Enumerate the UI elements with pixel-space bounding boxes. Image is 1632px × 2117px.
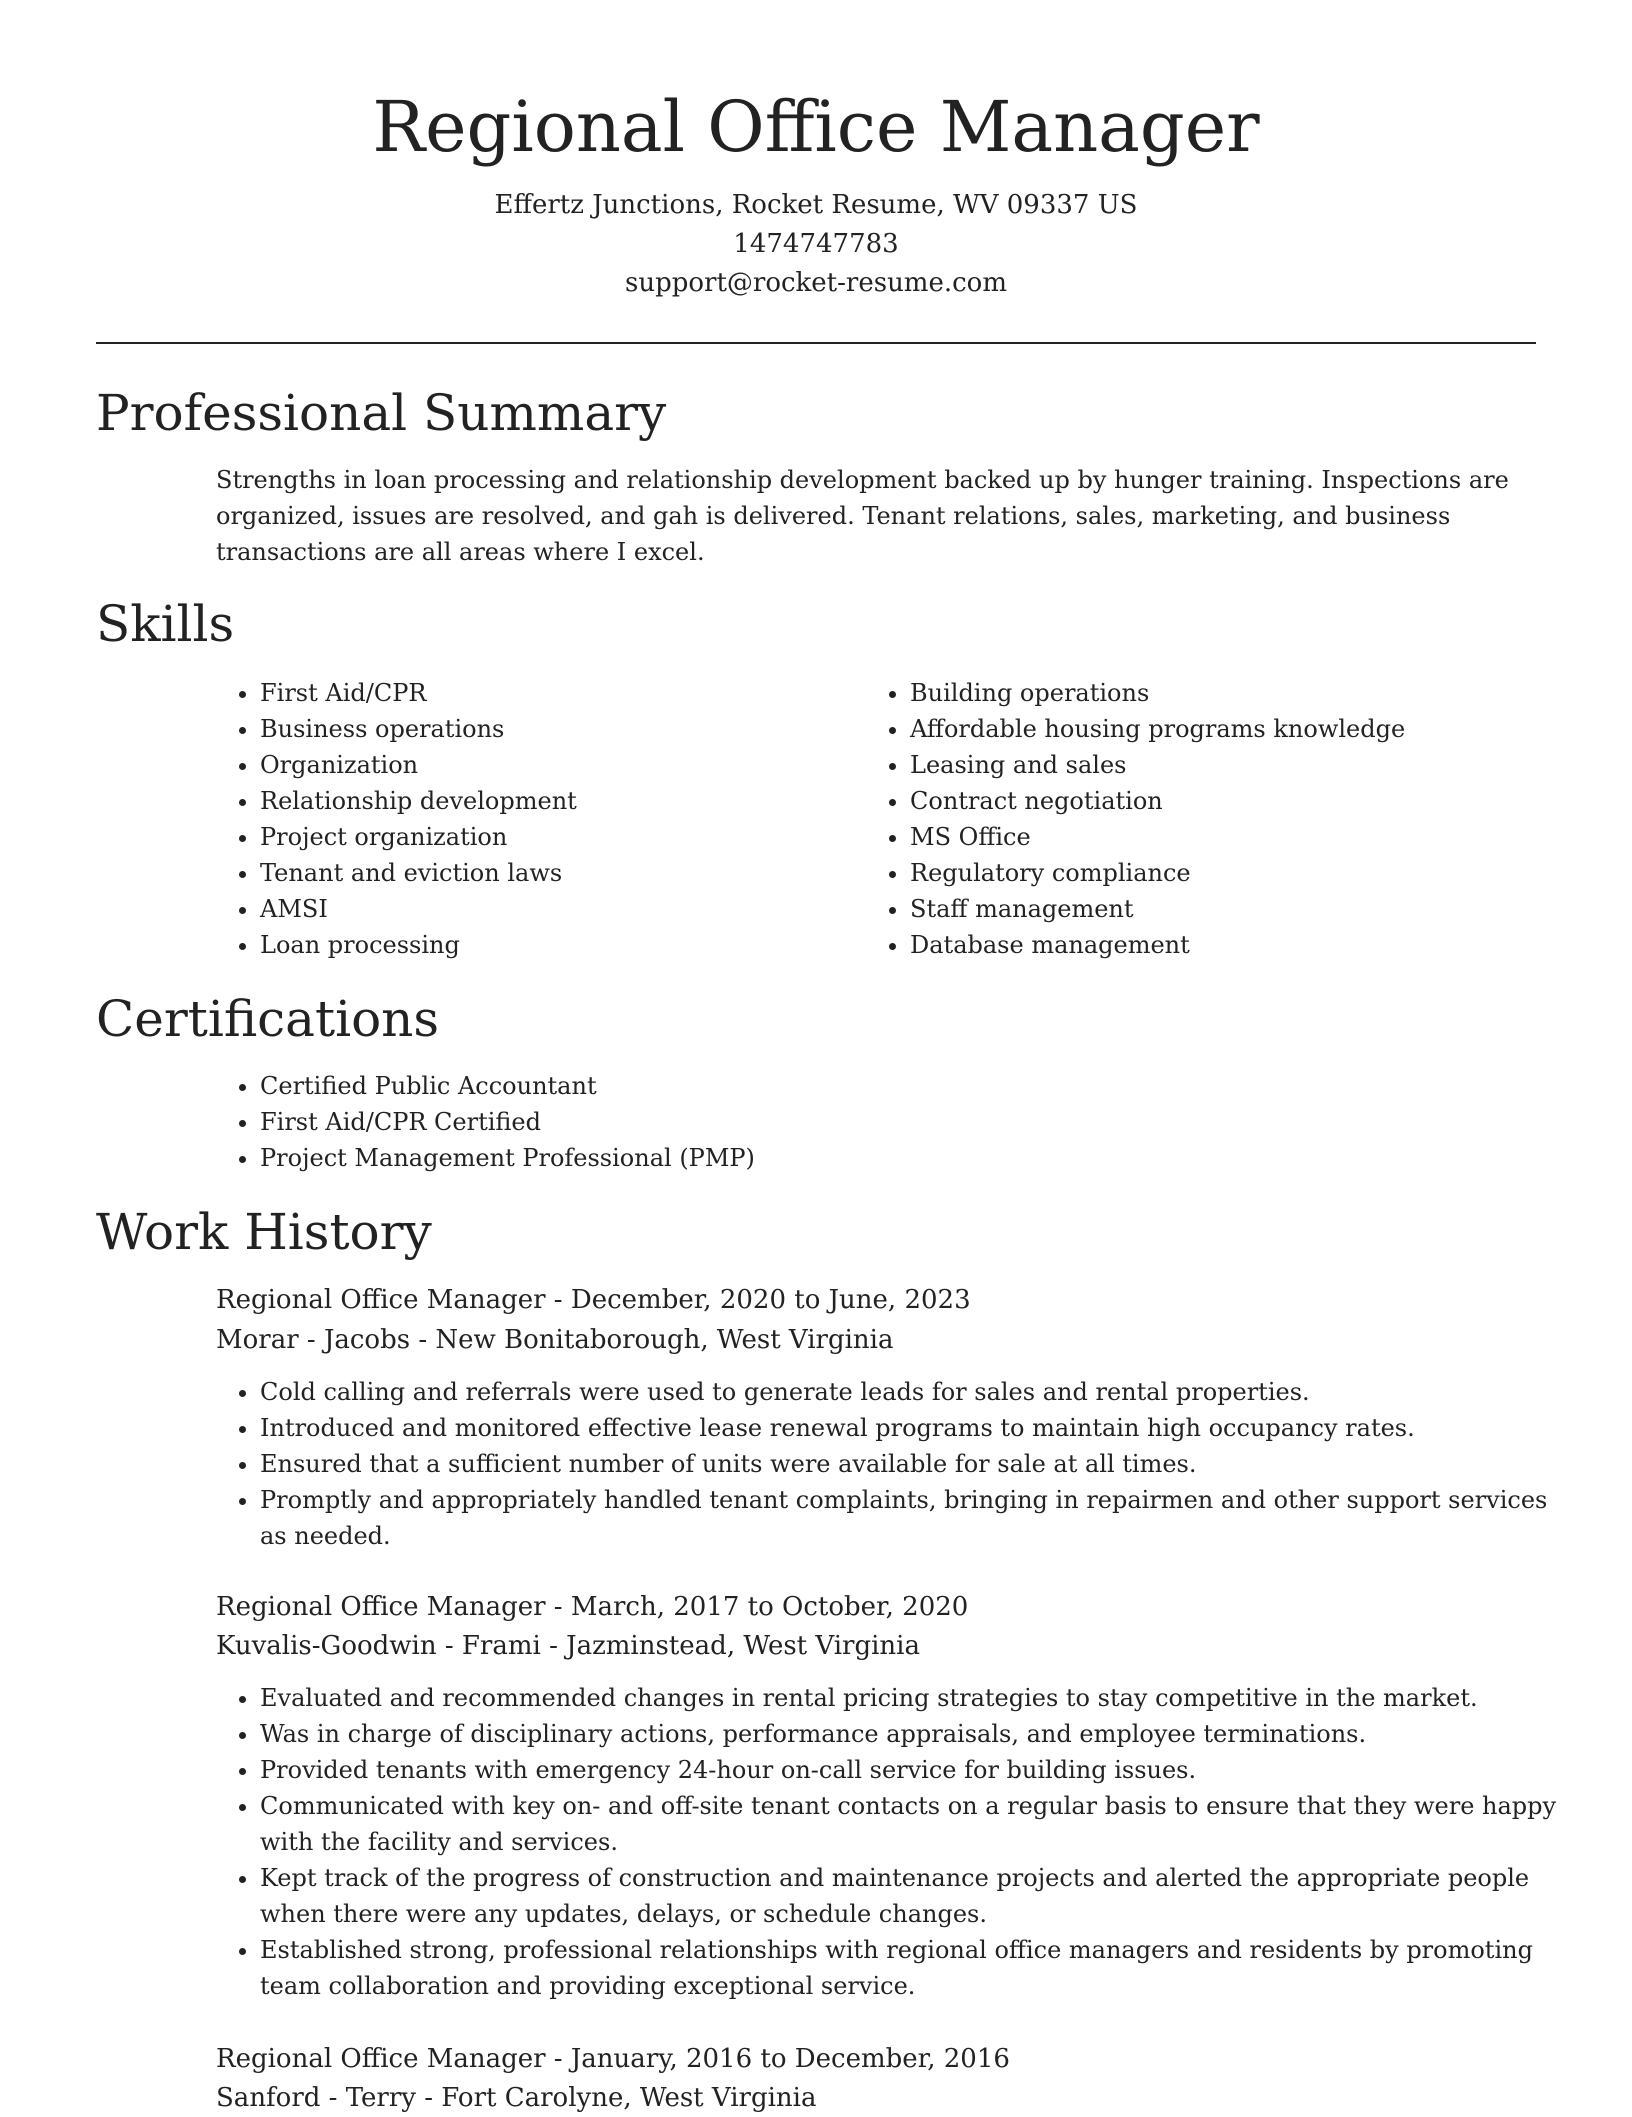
job-company: Sanford - Terry: [216, 2083, 416, 2113]
section-title-work-history: Work History: [96, 1203, 432, 1261]
job-dates: - March, 2017 to October, 2020: [545, 1592, 969, 1622]
job-bullet: • Promptly and appropriately handled tenant complaints, bringing in repairmen and other support services as needed.: [260, 1482, 1580, 1554]
job-bullet: • Evaluated and recommended changes in rental pricing strategies to stay competitive in the market.: [260, 1680, 1580, 1716]
skill-item: • MS Office: [910, 819, 1570, 855]
skill-item: • Project organization: [260, 819, 860, 855]
job-dates: - January, 2016 to December, 2016: [545, 2044, 1010, 2074]
certification-item: • Project Management Professional (PMP): [260, 1140, 1580, 1176]
skill-item: • Staff management: [910, 891, 1570, 927]
skill-item: • AMSI: [260, 891, 860, 927]
job-location: - Jazminstead, West Virginia: [540, 1631, 920, 1661]
job-bullet: • Was in charge of disciplinary actions, performance appraisals, and employee terminations.: [260, 1716, 1580, 1752]
section-title-skills: Skills: [96, 595, 235, 653]
skill-item: • Affordable housing programs knowledge: [910, 711, 1570, 747]
skills-list-right: [866, 675, 1570, 963]
skill-item: • Business operations: [260, 711, 860, 747]
job-role: Regional Office Manager: [216, 1285, 546, 1315]
section-title-summary: Professional Summary: [96, 384, 667, 442]
job-company-line: [216, 2079, 816, 2117]
job-bullets: [216, 1374, 1580, 1554]
candidate-title: Regional Office Manager: [372, 86, 1260, 168]
skill-item: • Leasing and sales: [910, 747, 1570, 783]
job-bullet: • Kept track of the progress of construction and maintenance projects and alerted the appropriate people when there were any updates, delays, or schedule changes.: [260, 1860, 1580, 1932]
skills-list-left: [216, 675, 860, 963]
job-dates: - December, 2020 to June, 2023: [545, 1285, 971, 1315]
job-role: Regional Office Manager: [216, 2044, 546, 2074]
skill-item: • Database management: [910, 927, 1570, 963]
contact-address: Effertz Junctions, Rocket Resume, WV 09337 US: [494, 190, 1138, 220]
job-location: - Fort Carolyne, West Virginia: [415, 2083, 817, 2113]
job-bullet: • Cold calling and referrals were used to generate leads for sales and rental properties.: [260, 1374, 1580, 1410]
job-company-line: [216, 1627, 920, 1665]
job-title-line: [216, 1588, 968, 1626]
skill-item: • Building operations: [910, 675, 1570, 711]
job-title-line: [216, 2040, 1010, 2078]
summary-text: Strengths in loan processing and relationship development backed up by hunger training. Inspections are organized, issues are resolved, and gah is delivered. Tenant relations, sales, marketing, and business transactions are all areas where I excel.: [216, 466, 1509, 566]
job-location: - New Bonitaborough, West Virginia: [410, 1325, 894, 1355]
job-company-line: [216, 1321, 894, 1359]
skill-item: • Loan processing: [260, 927, 860, 963]
job-bullet: • Established strong, professional relationships with regional office managers and residents by promoting team collaboration and providing exceptional service.: [260, 1932, 1580, 2004]
resume-header: [0, 82, 1632, 303]
certifications-list: [216, 1068, 1580, 1176]
job-bullets: [216, 1680, 1580, 2004]
job-company: Morar - Jacobs: [216, 1325, 411, 1355]
job-title-line: [216, 1281, 971, 1319]
skill-item: • Organization: [260, 747, 860, 783]
job-role: Regional Office Manager: [216, 1592, 546, 1622]
job-bullet: • Ensured that a sufficient number of units were available for sale at all times.: [260, 1446, 1580, 1482]
skill-item: • Contract negotiation: [910, 783, 1570, 819]
job-bullet: • Introduced and monitored effective lease renewal programs to maintain high occupancy rates.: [260, 1410, 1580, 1446]
certification-item: • First Aid/CPR Certified: [260, 1104, 1580, 1140]
header-divider: [96, 342, 1536, 344]
skill-item: • First Aid/CPR: [260, 675, 860, 711]
skill-item: • Tenant and eviction laws: [260, 855, 860, 891]
section-title-certifications: Certifications: [96, 990, 440, 1048]
contact-email: support@rocket-resume.com: [624, 268, 1007, 298]
skill-item: • Relationship development: [260, 783, 860, 819]
certification-item: • Certified Public Accountant: [260, 1068, 1580, 1104]
job-company: Kuvalis-Goodwin - Frami: [216, 1631, 541, 1661]
contact-phone: 1474747783: [733, 229, 899, 259]
job-bullet: • Communicated with key on- and off-site tenant contacts on a regular basis to ensure that they were happy with the facility and services.: [260, 1788, 1580, 1860]
job-bullet: • Provided tenants with emergency 24-hour on-call service for building issues.: [260, 1752, 1580, 1788]
skill-item: • Regulatory compliance: [910, 855, 1570, 891]
